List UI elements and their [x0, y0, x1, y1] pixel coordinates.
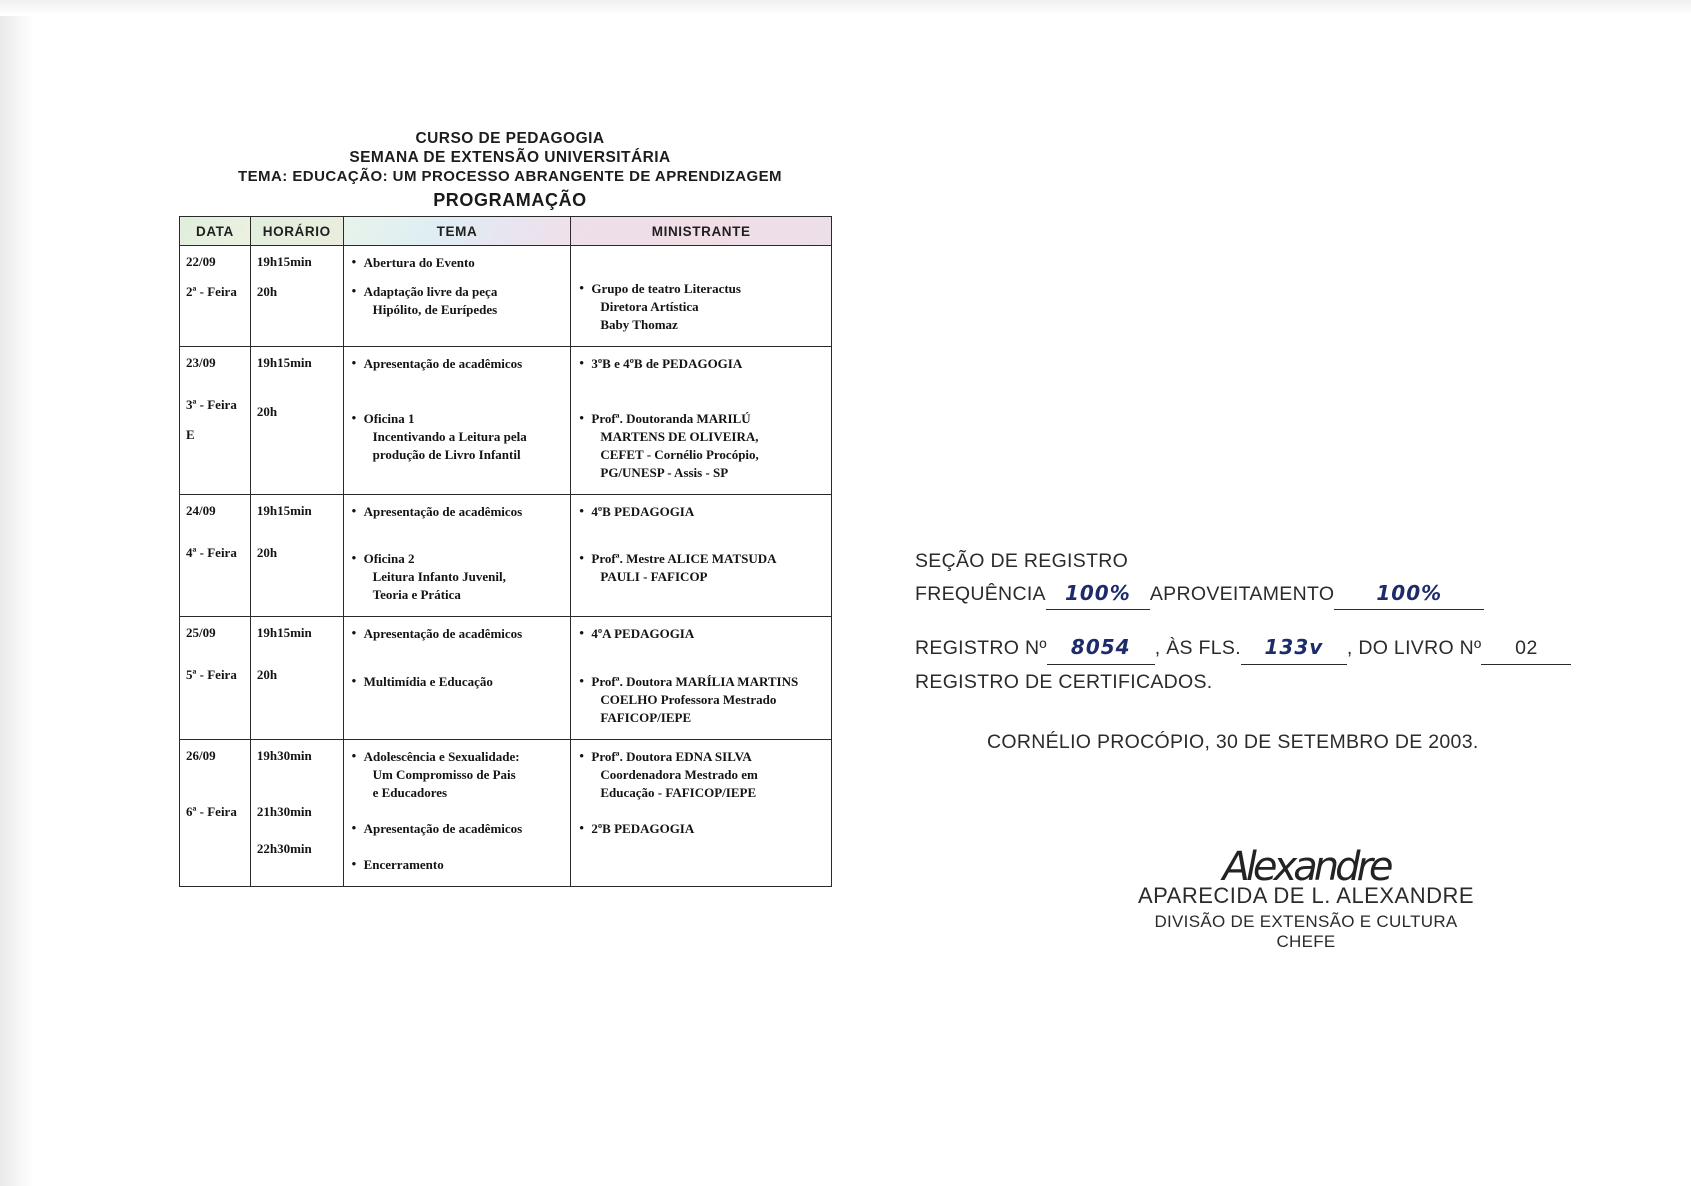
speaker-text: Profª. Doutora MARÍLIA MARTINS	[591, 674, 799, 690]
schedule-table	[179, 216, 832, 887]
date-value: 24/09	[186, 502, 216, 518]
registro-value: 8054	[1070, 635, 1131, 660]
cell-time	[250, 494, 343, 617]
theme-text: Apresentação de acadêmicos	[363, 503, 523, 519]
speaker-text-sub: FAFICOP/IEPE	[600, 710, 692, 726]
theme-text: Adaptação livre da peça	[363, 283, 498, 299]
aproveitamento-label: APROVEITAMENTO	[1149, 583, 1335, 606]
date-value: 26/09	[186, 748, 216, 763]
speaker-item	[579, 550, 825, 586]
theme-item	[352, 820, 565, 838]
cell-time	[250, 740, 343, 887]
speaker-item	[579, 280, 825, 334]
date-value: 23/09	[186, 354, 216, 370]
speaker-item	[579, 748, 825, 802]
theme-item	[352, 856, 565, 874]
speaker-item	[579, 673, 825, 727]
theme-item	[352, 673, 565, 691]
theme-text-sub: e Educadores	[372, 784, 448, 800]
livro-value: 02	[1515, 637, 1538, 660]
weekday-value: 4ª - Feira	[186, 544, 237, 560]
column-header-tema: TEMA	[343, 217, 571, 246]
cell-speaker	[571, 740, 832, 887]
registry-frequency-row	[915, 578, 1575, 610]
registry-city-date: CORNÉLIO PROCÓPIO, 30 DE SETEMBRO DE 2003.	[987, 730, 1479, 753]
theme-item	[352, 283, 565, 319]
theme-text: Apresentação de acadêmicos	[363, 355, 523, 371]
table-row	[180, 246, 832, 347]
cell-date	[180, 246, 251, 347]
speaker-text-sub: PAULI - FAFICOP	[600, 569, 708, 585]
speaker-text-sub: Coordenadora Mestrado em	[600, 766, 758, 782]
speaker-item	[579, 410, 825, 482]
theme-text: Abertura do Evento	[363, 255, 475, 270]
theme-text-sub: Um Compromisso de Pais	[372, 766, 516, 782]
theme-text: Encerramento	[363, 856, 444, 872]
time-value-1: 19h15min	[256, 254, 312, 269]
table-row	[180, 494, 832, 617]
speaker-item	[579, 355, 825, 373]
cell-theme	[343, 246, 571, 347]
handwritten-signature: Alexandre	[1222, 844, 1390, 890]
speaker-text: 2ºB PEDAGOGIA	[591, 820, 695, 836]
theme-item	[352, 550, 565, 604]
registry-certificados-label: REGISTRO DE CERTIFICADOS.	[915, 670, 1213, 693]
table-row	[180, 740, 832, 887]
time-value-2: 20h	[256, 667, 278, 683]
cell-date	[180, 494, 251, 617]
registro-label: REGISTRO Nº	[915, 637, 1047, 660]
document-header	[180, 130, 840, 212]
header-theme-line: TEMA: EDUCAÇÃO: UM PROCESSO ABRANGENTE DE APRENDIZAGEM	[237, 167, 783, 185]
speaker-text-sub: Educação - FAFICOP/IEPE	[600, 784, 757, 800]
speaker-text: Profª. Mestre ALICE MATSUDA	[591, 551, 777, 567]
speaker-text-sub: CEFET - Cornélio Procópio,	[600, 446, 759, 462]
table-row	[180, 346, 832, 494]
theme-text: Apresentação de acadêmicos	[363, 626, 523, 642]
fls-label: , ÀS FLS.	[1154, 637, 1241, 660]
date-value: 25/09	[186, 625, 216, 641]
frequency-value: 100%	[1064, 581, 1131, 606]
theme-text: Oficina 1	[363, 410, 415, 426]
theme-text-sub: produção de Livro Infantil	[372, 446, 521, 462]
frequency-label: FREQUÊNCIA	[915, 583, 1046, 606]
table-header-row	[180, 217, 832, 246]
speaker-text-sub: COELHO Professora Mestrado	[600, 692, 777, 708]
speaker-text-sub: Baby Thomaz	[600, 316, 678, 332]
speaker-text: Grupo de teatro Literactus	[591, 281, 741, 296]
weekday-value: 6ª - Feira	[186, 804, 237, 819]
cell-theme	[343, 740, 571, 887]
theme-item	[352, 355, 565, 373]
signatory-title: CHEFE	[1276, 932, 1336, 951]
cell-date	[180, 346, 251, 494]
speaker-item	[579, 820, 825, 838]
signature-block	[1096, 845, 1516, 952]
speaker-text: Profª. Doutora EDNA SILVA	[591, 749, 752, 764]
theme-item	[352, 748, 565, 802]
aproveitamento-value: 100%	[1376, 581, 1443, 606]
time-value-2: 20h	[256, 403, 278, 419]
cell-date	[180, 617, 251, 740]
time-value-3: 22h30min	[256, 841, 312, 856]
scan-edge-shading-top	[0, 0, 1691, 16]
cell-speaker	[571, 617, 832, 740]
column-header-data: DATA	[180, 217, 251, 246]
speaker-text: Profª. Doutoranda MARILÚ	[591, 410, 751, 426]
header-course-line: CURSO DE PEDAGOGIA	[415, 130, 605, 147]
speaker-text: 3ºB e 4ºB de PEDAGOGIA	[591, 355, 743, 371]
cell-speaker	[571, 494, 832, 617]
theme-text: Oficina 2	[363, 551, 415, 567]
signatory-name: APARECIDA DE L. ALEXANDRE	[1137, 883, 1475, 908]
theme-item	[352, 410, 565, 464]
registry-block	[915, 546, 1575, 757]
cell-theme	[343, 346, 571, 494]
speaker-text: 4ºB PEDAGOGIA	[591, 503, 695, 519]
time-value-2: 20h	[256, 544, 278, 560]
livro-label: , DO LIVRO Nº	[1346, 637, 1482, 660]
cell-time	[250, 346, 343, 494]
time-value-2: 21h30min	[256, 804, 312, 819]
theme-text: Multimídia e Educação	[363, 674, 493, 690]
registry-title: SEÇÃO DE REGISTRO	[915, 550, 1129, 572]
theme-text-sub: Leitura Infanto Juvenil,	[372, 569, 506, 585]
theme-text: Apresentação de acadêmicos	[363, 820, 523, 836]
time-value-1: 19h30min	[256, 748, 312, 763]
weekday-value: 3ª - Feira	[186, 396, 237, 412]
speaker-text-sub: MARTENS DE OLIVEIRA,	[600, 428, 759, 444]
weekday-value: 5ª - Feira	[186, 667, 237, 683]
time-value-1: 19h15min	[256, 625, 312, 641]
cell-time	[250, 617, 343, 740]
fls-value: 133v	[1264, 635, 1324, 660]
speaker-item	[579, 503, 825, 521]
cell-time	[250, 246, 343, 347]
column-header-horario: HORÁRIO	[250, 217, 343, 246]
speaker-text-sub: Diretora Artística	[600, 298, 699, 314]
signatory-department: DIVISÃO DE EXTENSÃO E CULTURA	[1154, 912, 1458, 931]
theme-text-sub: Hipólito, de Eurípedes	[372, 301, 498, 317]
time-value-1: 19h15min	[256, 502, 312, 518]
speaker-text-sub: PG/UNESP - Assis - SP	[600, 464, 729, 480]
cell-date	[180, 740, 251, 887]
time-value-2: 20h	[256, 284, 278, 299]
speaker-text: 4ºA PEDAGOGIA	[591, 626, 695, 642]
scan-edge-shading-left	[0, 0, 34, 1186]
cell-speaker	[571, 246, 832, 347]
speaker-item	[579, 625, 825, 643]
time-value-1: 19h15min	[256, 354, 312, 370]
date-value: 22/09	[186, 254, 216, 269]
cell-theme	[343, 494, 571, 617]
theme-text-sub: Teoria e Prática	[372, 587, 461, 603]
cell-speaker	[571, 346, 832, 494]
table-row	[180, 617, 832, 740]
weekday-value: 2ª - Feira	[186, 284, 237, 299]
cell-theme	[343, 617, 571, 740]
theme-item	[352, 503, 565, 521]
header-programacao-title: PROGRAMAÇÃO	[433, 190, 587, 211]
theme-item	[352, 254, 565, 272]
theme-text: Adolescência e Sexualidade:	[363, 749, 520, 764]
theme-text-sub: Incentivando a Leitura pela	[372, 428, 527, 444]
header-event-line: SEMANA DE EXTENSÃO UNIVERSITÁRIA	[349, 148, 671, 166]
registry-number-row	[915, 632, 1575, 664]
column-header-ministrante: MINISTRANTE	[571, 217, 832, 246]
theme-item	[352, 625, 565, 643]
date-extra-mark: E	[186, 426, 195, 442]
